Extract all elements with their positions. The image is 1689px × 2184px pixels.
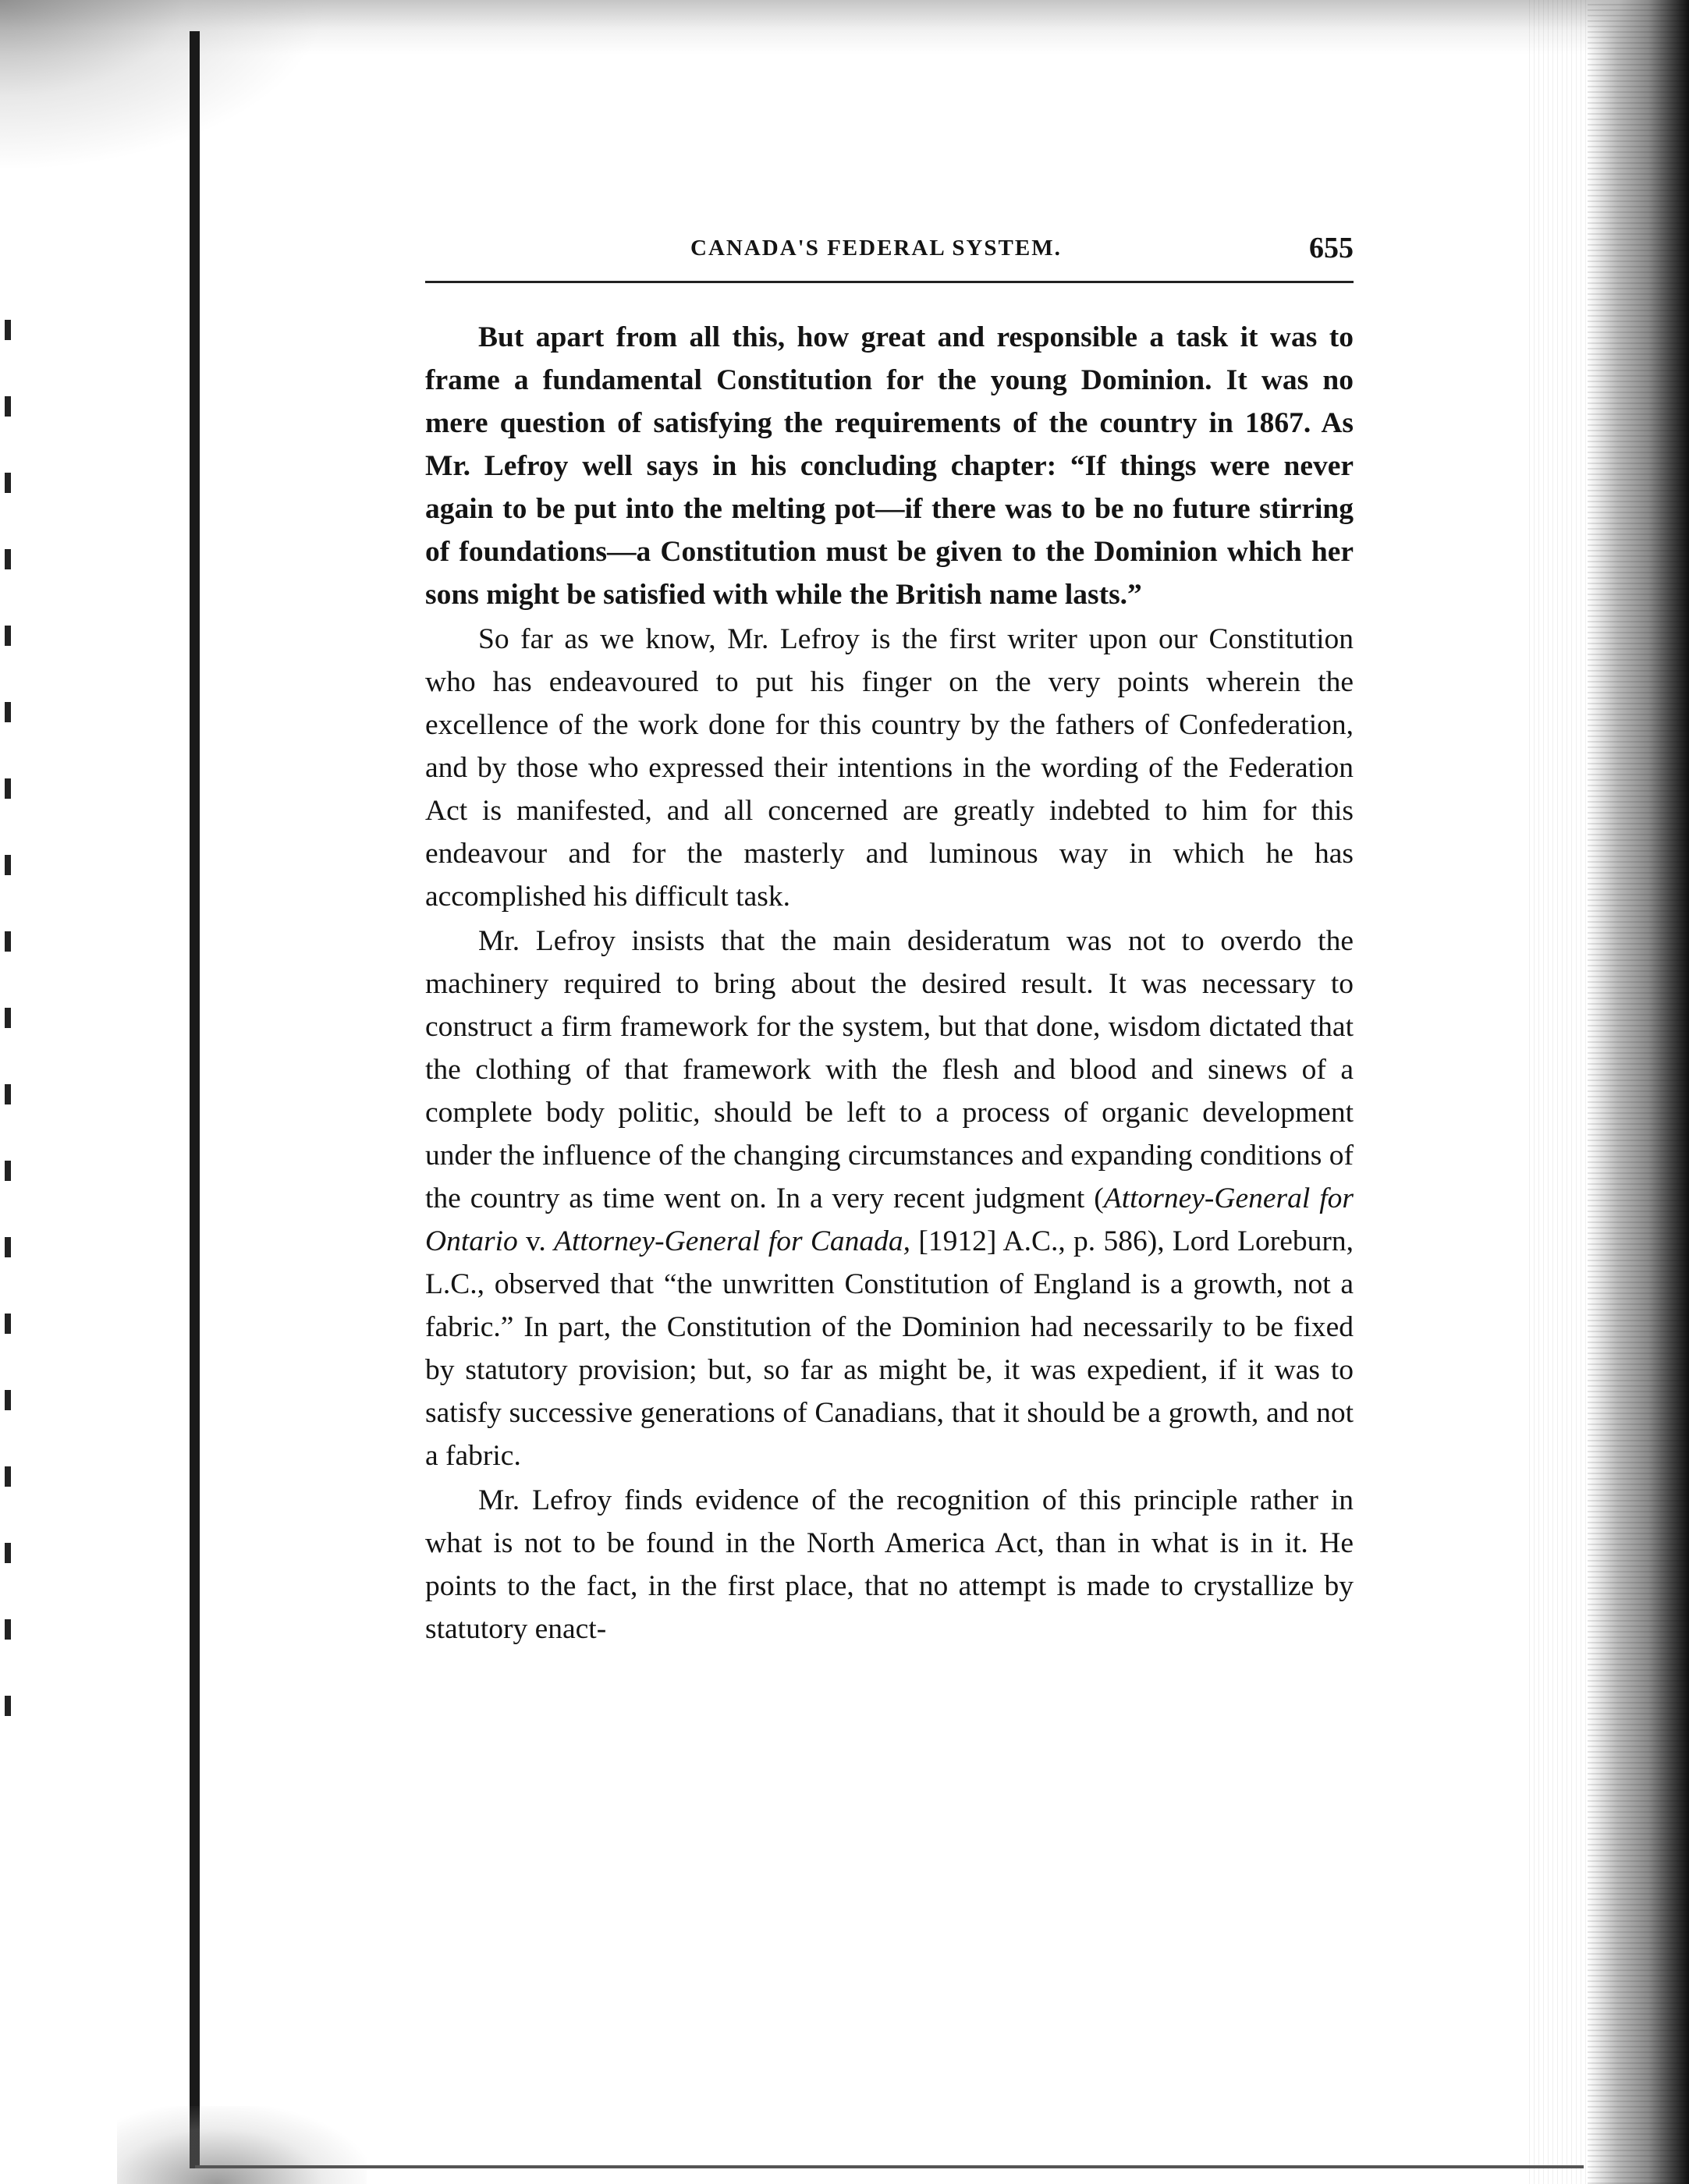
case-versus: v.	[517, 1225, 555, 1257]
paragraph-2: So far as we know, Mr. Lefroy is the first writer upon our Constitution who has endeavoured to put his finger on the very points wherein the excellence of the work done for this country by the fathers of Confederation, and by those who expressed their intentions in the wording of the Federation Act is manifested, and all concerned are greatly indebted to him for this endeavour and for the masterly and luminous way in which he has accomplished his difficult task.	[425, 623, 1354, 913]
book-binding-edge	[1588, 0, 1689, 2184]
facing-page-margin-marks	[0, 320, 23, 1841]
running-head-title: CANADA'S FEDERAL SYSTEM.	[690, 236, 1062, 261]
paragraph-4: Mr. Lefroy finds evidence of the recognition of this principle rather in what is not to be found in the North America Act, than in what is in it. He points to the fact, in the first place, that no attempt is made to crystallize by statutory enact-	[425, 1484, 1354, 1645]
scan-corner-shadow	[0, 0, 328, 172]
case-party-canada: Attorney-General for Canada,	[554, 1225, 911, 1257]
paragraph-3-text-end: [1912] A.C., p. 586), Lord Loreburn, L.C., observed that “the unwritten Constitution of England is a growth, not a fabric.” In part, the Constitution of the Dominion had necessarily to be fixed by statutory provision; but, so far as might be, it was expedient, if it was to satisfy successive generations of Canadians, that it should be a growth, and not a fabric.	[425, 1225, 1354, 1472]
scan-bottom-shadow	[117, 2106, 367, 2184]
page-number: 655	[1309, 232, 1354, 264]
paragraph-1: But apart from all this, how great and responsible a task it was to frame a fundamental Constitution for the young Dominion. It was no mere question of satisfying the requirements of the country in 1867. As Mr. Lefroy well says in his concluding chapter: “If things were never again to be put into the melting pot—if there was to be no future stirring of foundations—a Constitution must be given to the Dominion which her sons might be satisfied with while the British name lasts.”	[425, 321, 1354, 611]
header-rule	[425, 281, 1354, 283]
paragraph-3	[425, 920, 1354, 1477]
case-party-ontario: Attorney-General for Ontario	[425, 1182, 1354, 1257]
binding-texture	[1529, 0, 1588, 2184]
page-left-edge	[190, 31, 200, 2168]
page-bottom-edge	[195, 2165, 1584, 2168]
paragraph-3-text-start: Mr. Lefroy insists that the main desideratum was not to overdo the machinery required to bring about the desired result. It was necessary to construct a firm framework for the system, but that done, wisdom dictated that the clothing of that framework with the flesh and blood and sinews of a complete body politic, should be left to a process of organic development under the influence of the changing circumstances and expanding conditions of the country as time went on. In a very recent judgment (	[425, 925, 1354, 1214]
body-text	[425, 316, 1354, 1652]
running-head	[425, 231, 1354, 268]
